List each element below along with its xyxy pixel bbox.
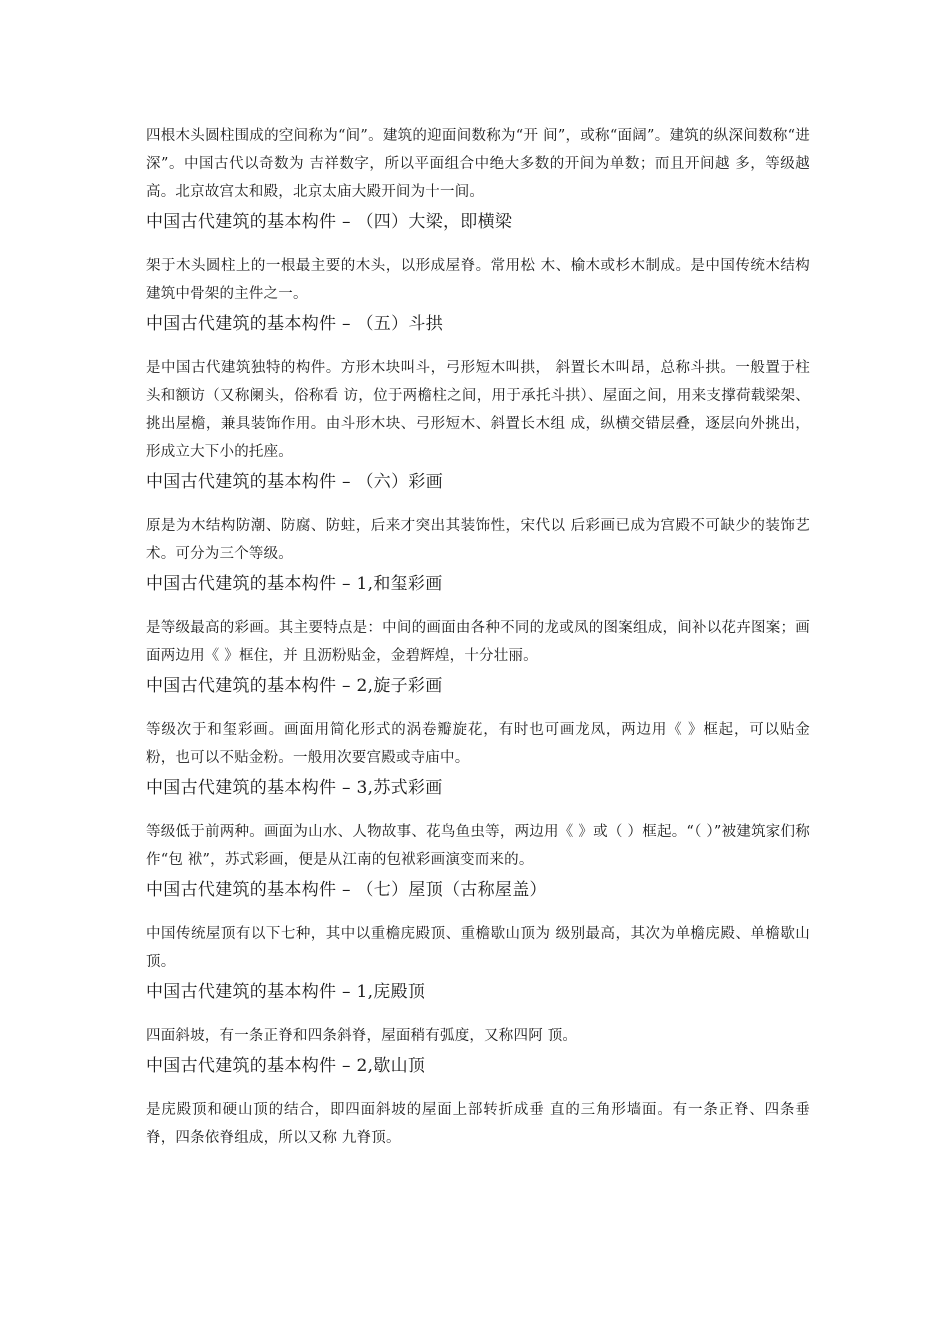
paragraph-sushi: 等级低于前两种。画面为山水、人物故事、花鸟鱼虫等，两边用《 》或（ ）框起。“（ ）”被建筑家们称作“包 袱”，苏式彩画，便是从江南的包袱彩画演变而来的。 xyxy=(146,824,810,868)
paragraph-dougong: 是中国古代建筑独特的构件。方形木块叫斗，弓形短木叫拱， 斜置长木叫昂，总称斗拱。一般置于柱头和额访（又称阑头，俗称看 访，位于两檐柱之间，用于承托斗拱）、屋面之间，用来支撑荷载梁架、挑出屋檐，兼具装饰作用。由斗形木块、弓形短木、斜置长木组 成，纵横交错层叠，逐层向外挑出，形成立大下小的托座。 xyxy=(146,360,810,460)
paragraph-wudian: 四面斜坡，有一条正脊和四条斜脊，屋面稍有弧度，又称四阿 顶。 xyxy=(146,1028,578,1044)
heading-xuanzi: 中国古代建筑的基本构件 – 2,旋子彩画 xyxy=(146,676,443,696)
heading-hexi: 中国古代建筑的基本构件 – 1,和玺彩画 xyxy=(146,574,443,594)
heading-beam: 中国古代建筑的基本构件 – （四）大梁，即横梁 xyxy=(146,212,513,232)
heading-caihua: 中国古代建筑的基本构件 – （六）彩画 xyxy=(146,472,444,492)
paragraph-hexi: 是等级最高的彩画。其主要特点是：中间的画面由各种不同的龙或凤的图案组成，间补以花卉图案；画面两边用《 》框住，并 且沥粉贴金，金碧辉煌，十分壮丽。 xyxy=(146,620,810,664)
heading-roof: 中国古代建筑的基本构件 – （七）屋顶（古称屋盖） xyxy=(146,880,547,900)
heading-sushi: 中国古代建筑的基本构件 – 3,苏式彩画 xyxy=(146,778,443,798)
paragraph-jian: 四根木头圆柱围成的空间称为“间”。建筑的迎面间数称为“开 间”，或称“面阔”。建筑的纵深间数称“进深”。中国古代以奇数为 吉祥数字，所以平面组合中绝大多数的开间为单数；而且开间越 多，等级越高。北京故宫太和殿，北京太庙大殿开间为十一间。 xyxy=(146,128,810,200)
paragraph-xuanzi: 等级次于和玺彩画。画面用简化形式的涡卷瓣旋花，有时也可画龙凤，两边用《 》框起，可以贴金粉，也可以不贴金粉。一般用次要宫殿或寺庙中。 xyxy=(146,722,810,766)
paragraph-caihua: 原是为木结构防潮、防腐、防蛀，后来才突出其装饰性，宋代以 后彩画已成为宫殿不可缺少的装饰艺术。可分为三个等级。 xyxy=(146,518,810,562)
paragraph-xieshan: 是庑殿顶和硬山顶的结合，即四面斜坡的屋面上部转折成垂 直的三角形墙面。有一条正脊、四条垂脊，四条依脊组成，所以又称 九脊顶。 xyxy=(146,1102,810,1146)
document-page xyxy=(146,122,810,1152)
heading-dougong: 中国古代建筑的基本构件 – （五）斗拱 xyxy=(146,314,444,334)
paragraph-beam: 架于木头圆柱上的一根最主要的木头，以形成屋脊。常用松 木、榆木或杉木制成。是中国传统木结构建筑中骨架的主件之一。 xyxy=(146,258,810,302)
paragraph-roof: 中国传统屋顶有以下七种，其中以重檐庑殿顶、重檐歇山顶为 级别最高，其次为单檐庑殿、单檐歇山顶。 xyxy=(146,926,810,970)
heading-wudian: 中国古代建筑的基本构件 – 1,庑殿顶 xyxy=(146,982,426,1002)
heading-xieshan: 中国古代建筑的基本构件 – 2,歇山顶 xyxy=(146,1056,426,1076)
